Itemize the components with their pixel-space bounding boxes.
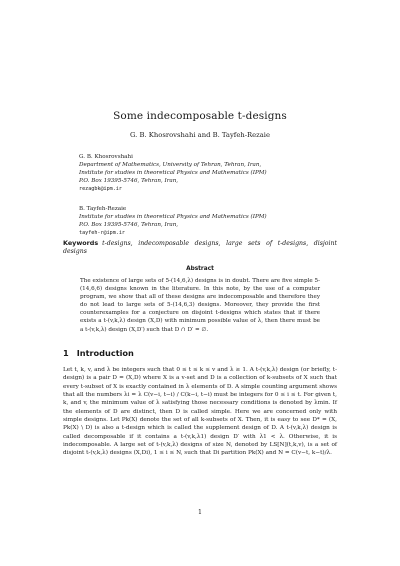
abstract-block — [80, 277, 320, 334]
affiliation-block-1 — [79, 153, 349, 193]
intro-text — [63, 366, 337, 458]
affiliation-dept: Department of Mathematics, University of Tehran, Tehran, Iran, — [79, 162, 262, 169]
keywords-text: t-designs, indecomposable designs, large sets of t-designs, disjoint designs — [63, 240, 337, 256]
affiliation-name: G. B. Khosrovshahi — [79, 154, 133, 160]
section-title: Introduction — [76, 348, 134, 358]
abstract-heading: Abstract — [186, 266, 214, 272]
section-heading — [63, 348, 134, 358]
affiliation-name: B. Tayfeh-Rezaie — [79, 206, 127, 212]
keywords-block — [63, 239, 337, 256]
affiliation-email[interactable]: tayfeh-r@ipm.ir — [79, 230, 126, 237]
paper-title: Some indecomposable t-designs — [113, 110, 287, 122]
intro-paragraph: Let t, k, v, and λ be integers such that 0 ≤ t ≤ k ≤ v and λ ≥ 1. A t-(v,k,λ) design (or briefly, t-design) is a pair D = (X,D) where X is a v-set and D is a collection of k-subsets of X such that every t-subset of X is exactly contained in λ elements of D. A simple counting argument shows that all the numbers λi = λ C(v−i, t−i) / C(k−i, t−i) must be integers for 0 ≤ i ≤ t. For given t, k, and v, the minimum value of λ satisfying those necessary conditions is denoted by λmin. If the elements of D are distinct, then D is called simple. Here we are concerned only with simple designs. Let Pk(X) denote the set of all k-subsets of X. Then, it is easy to see D* = (X, Pk(X) \ D) is also a t-design which is called the supplement design of D. A t-(v,k,λ) design is called decomposable if it contains a t-(v,k,λ1) design D′ with λ1 < λ. Otherwise, it is indecomposable. A large set of t-(v,k,λ) designs of size N, denoted by LS[N](t,k,v), is a set of disjoint t-(v,k,λ) designs (X,Di), 1 ≤ i ≤ N, such that Di partition Pk(X) and N = C(v−t, k−t)/λ. — [63, 367, 337, 457]
section-number: 1 — [63, 348, 69, 358]
affiliation-pobox: P.O. Box 19395-5746, Tehran, Iran, — [79, 222, 179, 229]
page-number: 1 — [198, 509, 202, 516]
affiliation-email[interactable]: rezagbk@ipm.ir — [79, 186, 122, 193]
affiliation-institute: Institute for studies in theoretical Physics and Mathematics (IPM) — [79, 170, 267, 177]
paper-authors: G. B. Khosrovshahi and B. Tayfeh-Rezaie — [129, 131, 270, 139]
keywords-label: Keywords — [63, 239, 99, 247]
affiliation-institute: Institute for studies in theoretical Physics and Mathematics (IPM) — [79, 214, 267, 221]
affiliation-pobox: P.O. Box 19395-5746, Tehran, Iran, — [79, 178, 179, 185]
affiliation-block-2 — [79, 205, 349, 237]
abstract-text: The existence of large sets of 5-(14,6,λ) designs is in doubt. There are five simple 5-(14,6,6) designs known in the literature. In this note, by the use of a computer program, we show that all of these designs are indecomposable and therefore they do not lead to large sets of 5-(14,6,3) designs. Moreover, they provide the first counterexamples for a conjecture on disjoint t-designs which states that if there exists a t-(v,k,λ) design (X,D) with minimum possible value of λ, then there must be a t-(v,k,λ) design (X,D′) such that D ∩ D′ = ∅. — [80, 278, 320, 333]
